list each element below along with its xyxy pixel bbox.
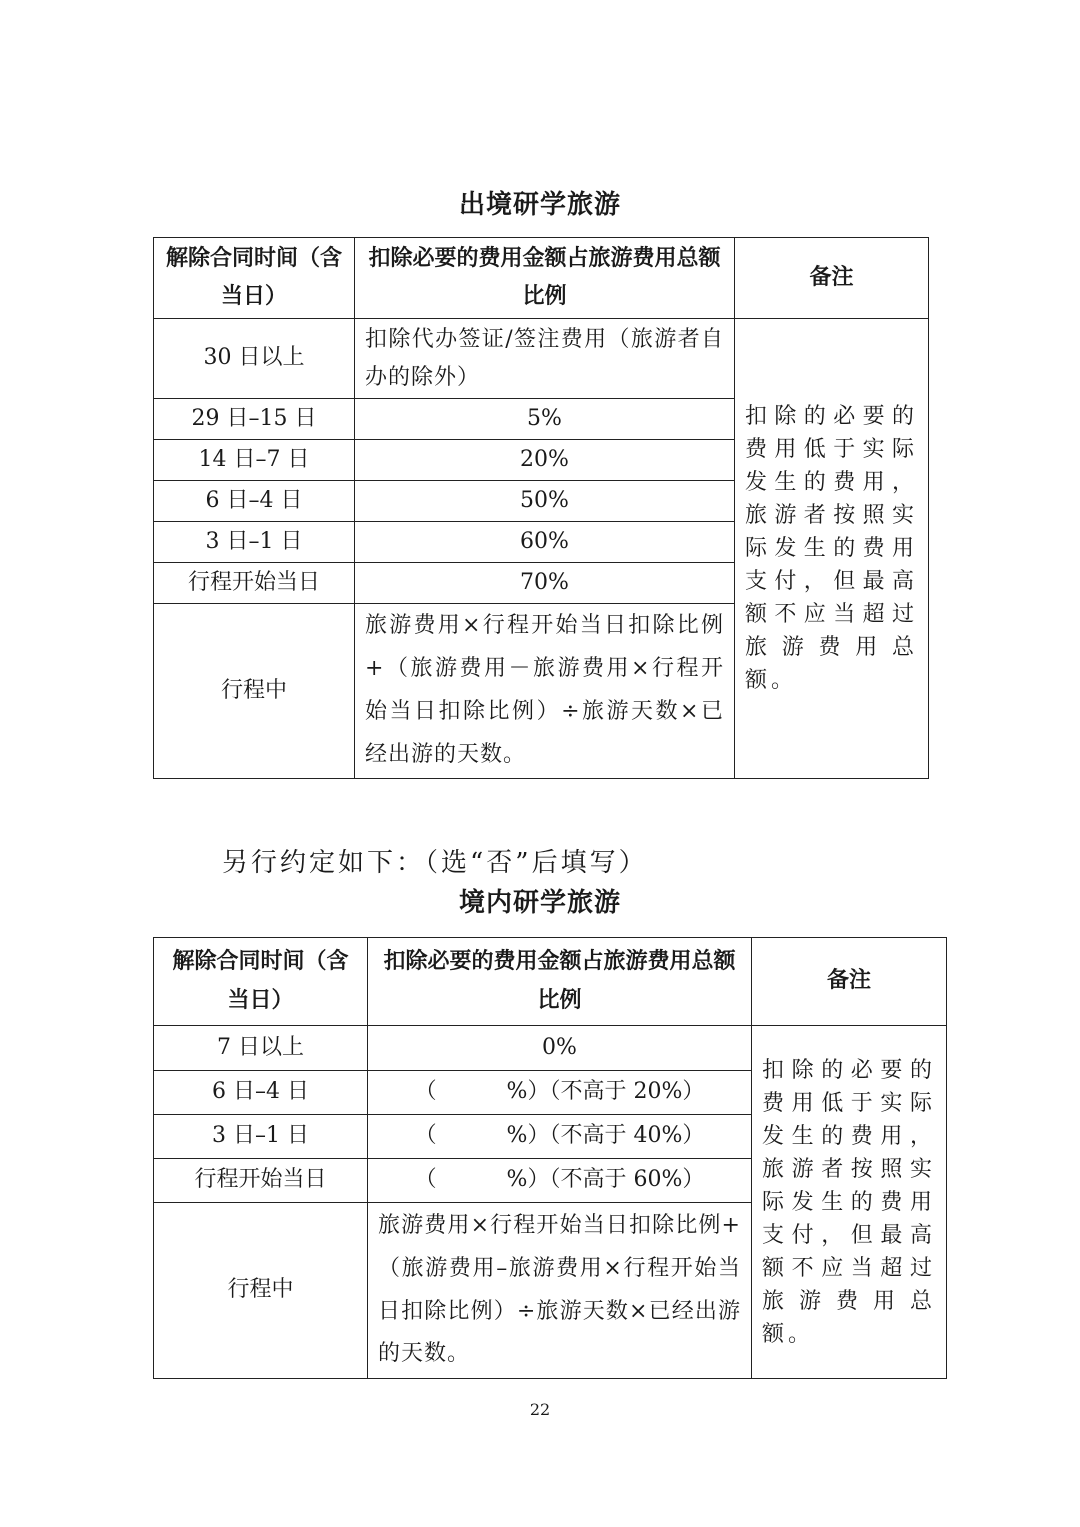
row-time: 30 日以上 [154, 319, 355, 399]
row-time: 6 日–4 日 [154, 1071, 368, 1115]
row-ratio: （ %）（不高于 40%） [368, 1115, 752, 1159]
row-ratio: 5% [355, 399, 735, 440]
row-ratio: 20% [355, 440, 735, 481]
header-time: 解除合同时间（含当日） [154, 238, 355, 319]
row-time: 行程中 [154, 1203, 368, 1379]
row-ratio: 扣除代办签证/签注费用（旅游者自办的除外） [355, 319, 735, 399]
row-time: 行程开始当日 [154, 563, 355, 604]
supplementary-note: 另行约定如下：（选“否”后填写） [222, 848, 648, 878]
header-remark: 备注 [752, 938, 947, 1026]
row-ratio: 旅游费用×行程开始当日扣除比例+（旅游费用－旅游费用×行程开始当日扣除比例）÷旅游天数×已经出游的天数。 [355, 604, 735, 779]
remark-cell: 扣除的必要的费用低于实际发生的费用，旅游者按照实际发生的费用支付，但最高额不应当超过旅游费用总额。 [735, 319, 929, 779]
row-time: 行程开始当日 [154, 1159, 368, 1203]
row-ratio: 0% [368, 1026, 752, 1071]
row-time: 3 日–1 日 [154, 1115, 368, 1159]
row-time: 6 日–4 日 [154, 481, 355, 522]
row-time: 3 日–1 日 [154, 522, 355, 563]
row-ratio: （ %）（不高于 60%） [368, 1159, 752, 1203]
table-row [154, 319, 929, 399]
header-ratio: 扣除必要的费用金额占旅游费用总额比例 [368, 938, 752, 1026]
header-remark: 备注 [735, 238, 929, 319]
row-time: 行程中 [154, 604, 355, 779]
row-ratio: 70% [355, 563, 735, 604]
row-time: 7 日以上 [154, 1026, 368, 1071]
row-ratio: （ %）（不高于 20%） [368, 1071, 752, 1115]
row-ratio: 60% [355, 522, 735, 563]
domestic-cancellation-table [153, 937, 947, 1379]
header-time: 解除合同时间（含当日） [154, 938, 368, 1026]
table-row [154, 1026, 947, 1071]
header-ratio: 扣除必要的费用金额占旅游费用总额比例 [355, 238, 735, 319]
page-number: 22 [529, 1400, 551, 1419]
row-ratio: 50% [355, 481, 735, 522]
row-time: 14 日–7 日 [154, 440, 355, 481]
row-ratio: 旅游费用×行程开始当日扣除比例+（旅游费用–旅游费用×行程开始当日扣除比例）÷旅游天数×已经出游的天数。 [368, 1203, 752, 1379]
table-header-row [154, 938, 947, 1026]
remark-cell: 扣除的必要的费用低于实际发生的费用，旅游者按照实际发生的费用支付，但最高额不应当超过旅游费用总额。 [752, 1026, 947, 1379]
row-time: 29 日–15 日 [154, 399, 355, 440]
outbound-cancellation-table [153, 237, 929, 779]
table2-title: 境内研学旅游 [458, 888, 621, 918]
table1-title: 出境研学旅游 [458, 190, 621, 220]
table-header-row [154, 238, 929, 319]
